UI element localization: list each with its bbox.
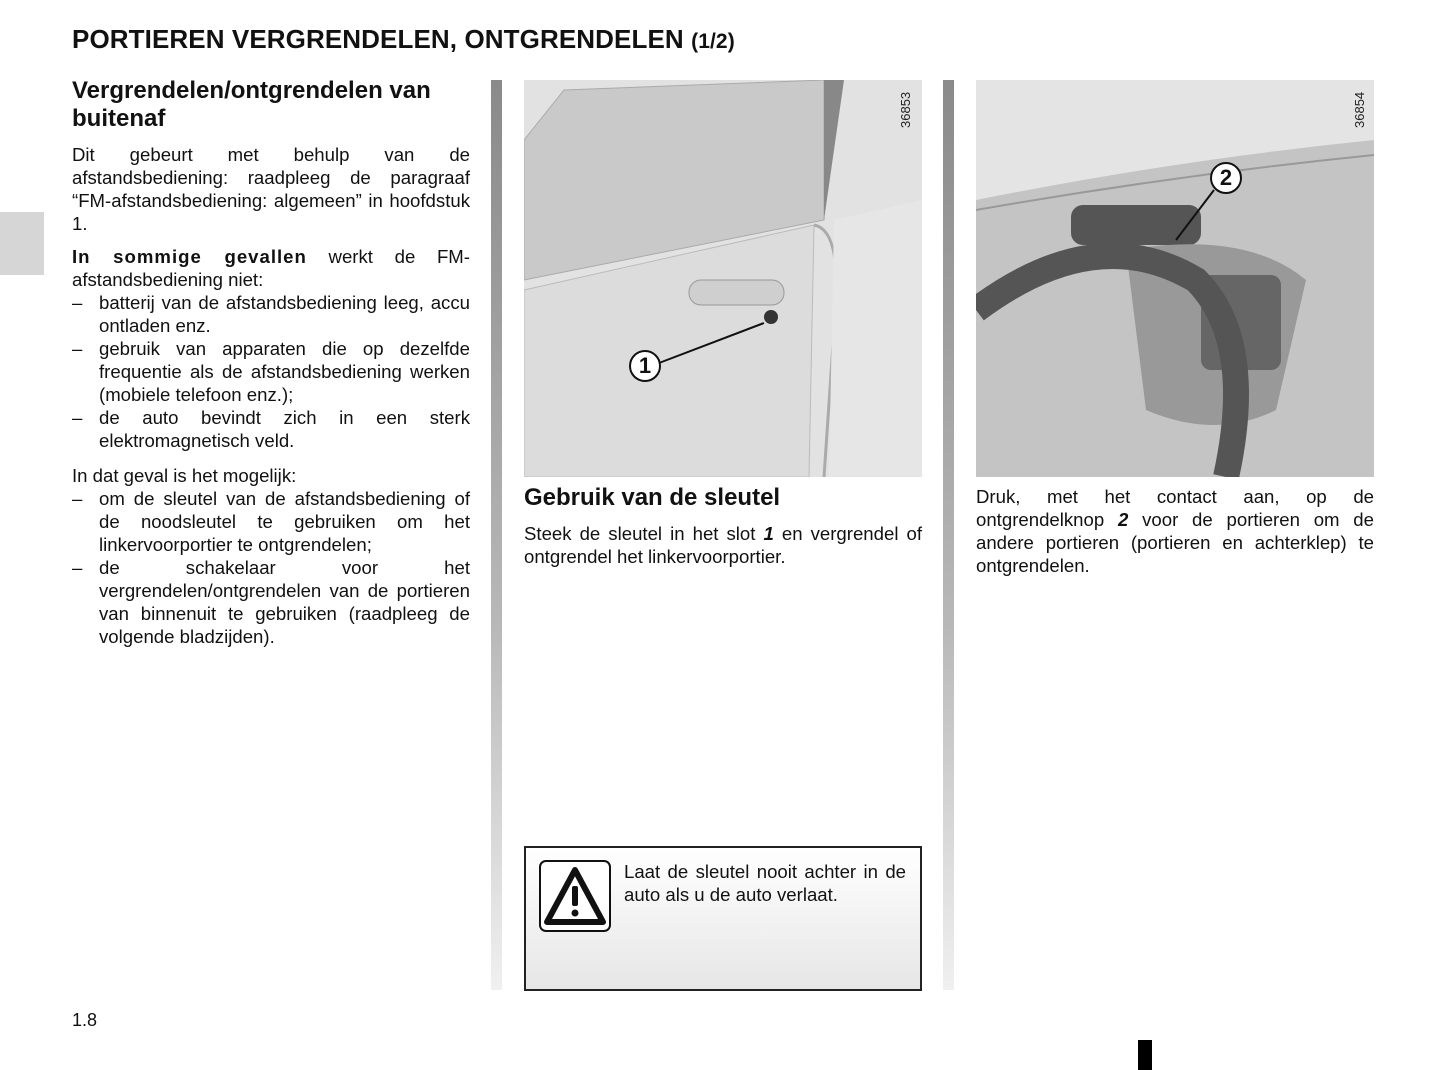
callout-2: 2 <box>1210 162 1242 194</box>
list-item <box>72 556 470 648</box>
text: en vergrendel of ontgrendel het linkervoorportier. <box>524 523 922 567</box>
unlock-paragraph <box>976 485 1374 577</box>
left-column <box>72 77 470 648</box>
list-item <box>72 487 470 556</box>
dashboard-drawing <box>976 80 1374 477</box>
figure-number: 36854 <box>1352 91 1367 128</box>
list-item <box>72 291 470 337</box>
intro-paragraph: Dit gebeurt met behulp van de afstandsbediening: raadpleeg de paragraaf “FM-afstandsbediening: algemeen” in hoofdstuk 1. <box>72 144 470 234</box>
list-text: de schakelaar voor het vergrendelen/ontgrendelen van de portieren van binnenuit te gebruiken (raadpleeg de volgende bladzijden). <box>99 557 470 647</box>
list-text: gebruik van apparaten die op dezelfde frequentie als de afstandsbediening werken (mobiele telefoon enz.); <box>99 338 470 405</box>
column-separator <box>943 80 954 990</box>
dash: – <box>72 557 83 578</box>
options-paragraph: In dat geval is het mogelijk: <box>72 465 297 486</box>
edge-marker <box>1138 1040 1152 1070</box>
text: voor de portieren om de andere portieren (portieren en achterklep) te ontgrendelen. <box>976 509 1374 576</box>
callout-1: 1 <box>629 350 661 382</box>
emphasis: In sommige gevallen <box>72 246 307 267</box>
text: Druk, met het contact aan, op de ontgrendelknop <box>976 486 1374 530</box>
section-heading: Gebruik van de sleutel <box>524 484 781 511</box>
car-door-drawing <box>524 80 922 477</box>
title-text: PORTIEREN VERGRENDELEN, ONTGRENDELEN <box>72 24 684 54</box>
dash: – <box>72 488 83 509</box>
warning-text: Laat de sleutel nooit achter in de auto als u de auto verlaat. <box>624 861 906 905</box>
list-text: om de sleutel van de afstandsbediening of de noodsleutel te gebruiken om het linkervoorportier te ontgrendelen; <box>99 488 470 555</box>
dash: – <box>72 338 83 359</box>
right-column <box>976 485 1374 577</box>
chapter-tab <box>0 212 44 275</box>
figure-number: 36853 <box>898 91 913 128</box>
list-item <box>72 337 470 406</box>
dash: – <box>72 292 83 313</box>
ref-number: 2 <box>1117 509 1129 530</box>
options-list <box>72 487 470 648</box>
door-lock-illustration <box>524 80 922 477</box>
list-text: batterij van de afstandsbediening leeg, accu ontladen enz. <box>99 292 470 336</box>
conditions-list <box>72 291 470 452</box>
section-heading: Vergrendelen/ontgrendelen van buitenaf <box>72 77 431 132</box>
page-indicator: (1/2) <box>691 30 735 53</box>
text: Steek de sleutel in het slot <box>524 523 764 544</box>
list-text: de auto bevindt zich in een sterk elektromagnetisch veld. <box>99 407 470 451</box>
list-item <box>72 406 470 452</box>
column-separator <box>491 80 502 990</box>
dash: – <box>72 407 83 428</box>
warning-box <box>524 846 922 991</box>
ref-number: 1 <box>763 523 774 544</box>
conditions-paragraph <box>72 245 470 291</box>
middle-column <box>524 484 922 568</box>
key-paragraph <box>524 522 922 568</box>
warning-triangle-icon <box>539 860 611 932</box>
conditions-rest: werkt de FM-afstandsbediening niet: <box>72 246 470 290</box>
page-number: 1.8 <box>72 1010 98 1030</box>
dashboard-illustration <box>976 80 1374 477</box>
page-title <box>72 24 735 55</box>
